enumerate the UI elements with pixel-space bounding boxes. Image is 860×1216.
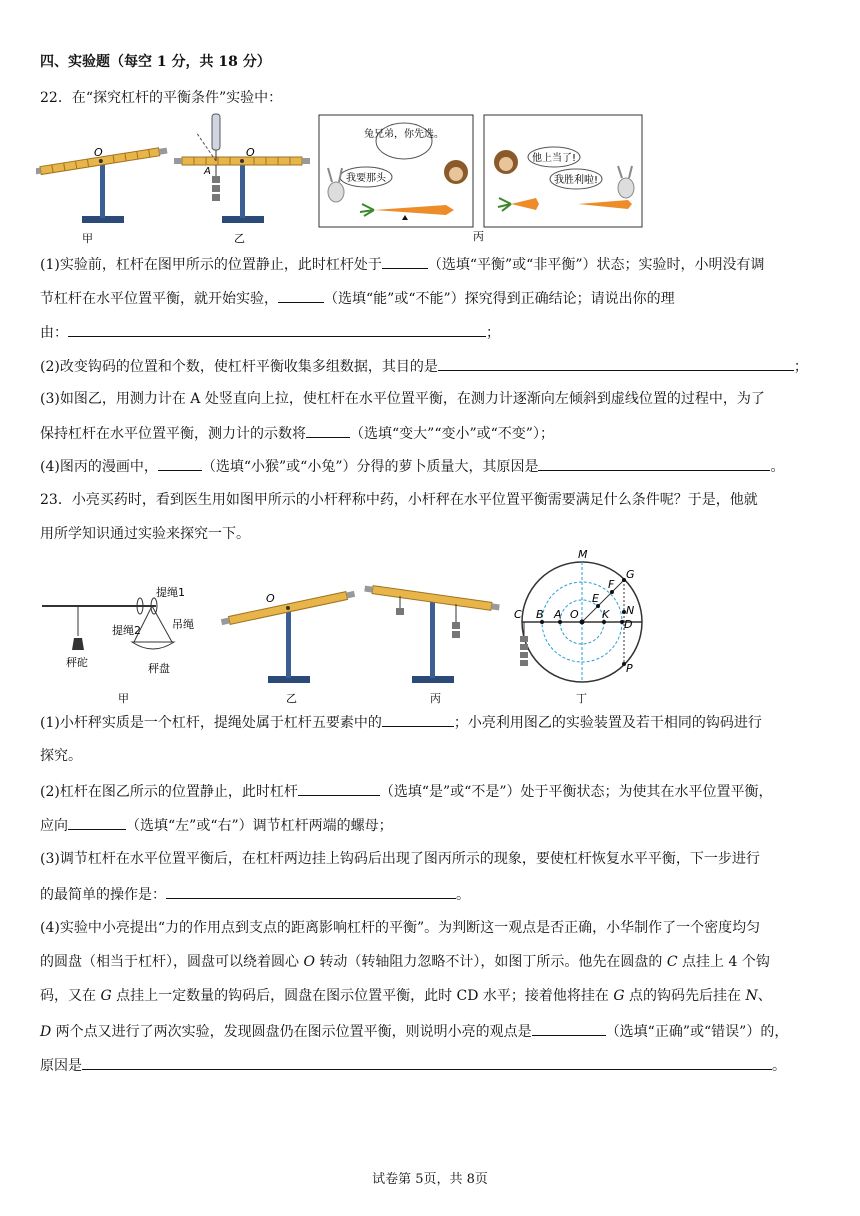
q23-p3-text-c: 。 <box>456 887 470 903</box>
answer-blank[interactable] <box>532 1021 606 1036</box>
q23-p3-text-b: 的最简单的操作是： <box>40 887 166 903</box>
text-seg: 。 <box>772 1058 786 1074</box>
text-seg-italic: D <box>40 1024 52 1040</box>
point-e-label: E <box>592 592 599 605</box>
q22-part1-line2 <box>40 288 675 309</box>
q22-p1-text-a: (1)实验前，杠杆在图甲所示的位置静止，此时杠杆处于 <box>40 257 382 273</box>
label-ding: 丁 <box>576 692 587 705</box>
q23-part3-line2 <box>40 884 470 905</box>
label-chengtuo: 秤砣 <box>66 656 88 669</box>
q23-p2-text-a: (2)杠杆在图乙所示的位置静止，此时杠杆 <box>40 784 298 800</box>
q22-part4 <box>40 456 784 477</box>
text-seg: 的圆盘（相当于杠杆），圆盘可以绕着圆心 <box>40 954 304 970</box>
answer-blank[interactable] <box>298 781 380 796</box>
text-seg: （选填“正确”或“错误”）的， <box>605 1024 789 1040</box>
q22-part1-line3 <box>40 322 500 343</box>
label-tisheng2: 提绳2 <box>112 624 141 637</box>
label-bing: 丙 <box>430 692 441 705</box>
text-seg: 点挂上一定数量的钩码后，圆盘在图示位置平衡，此时 CD 水平；接着他将挂在 <box>111 988 614 1004</box>
point-g-label: G <box>626 568 635 581</box>
text-seg: 点的钩码先后挂在 <box>624 988 746 1004</box>
point-p-label: P <box>626 662 633 675</box>
q22-p1-text-d: （选填“能”或“不能”）探究得到正确结论；请说出你的理 <box>324 291 675 307</box>
q23-part3-line1: (3)调节杠杆在水平位置平衡后，在杠杆两边挂上钩码后出现了图丙所示的现象，要使杠杆恢复水平平衡，下一步进行 <box>40 851 760 867</box>
q22-part3-line1: (3)如图乙，用测力计在 A 处竖直向上拉，使杠杆在水平位置平衡，在测力计逐渐向左倾斜到虚线位置的过程中，为了 <box>40 391 765 407</box>
text-seg: 两个点又进行了两次实验，发现圆盘仍在图示位置平衡，则说明小亮的观点是 <box>51 1024 532 1040</box>
point-c-label: C <box>514 608 522 621</box>
q22-p1-text-f: ； <box>486 325 500 341</box>
q22-figure <box>36 112 648 246</box>
q23-p2-text-c: 应向 <box>40 818 68 834</box>
q22-p3-text-c: （选填“变大”“变小”或“不变”）； <box>350 426 554 442</box>
q23-part4-line3 <box>40 986 772 1006</box>
bubble-text-1: 兔兄弟，你先选。 <box>364 129 444 140</box>
q23-stem-line1: 23．小亮买药时，看到医生用如图甲所示的小杆秤称中药，小杆秤在水平位置平衡需要满足什么条件呢？于是，他就 <box>40 492 758 508</box>
lever-figure-yi <box>221 590 356 705</box>
text-seg-italic: O <box>303 954 315 970</box>
answer-blank[interactable] <box>438 356 794 371</box>
q22-part3-line2 <box>40 423 554 444</box>
label-chengpan: 秤盘 <box>148 662 170 675</box>
text-seg-italic: C <box>666 954 678 970</box>
label-diaosheng: 吊绳 <box>172 618 194 631</box>
q22-p1-text-b: （选填“平衡”或“非平衡”）状态；实验时，小明没有调 <box>427 257 765 273</box>
bubble-text-2: 我要那头 <box>346 173 386 184</box>
answer-blank[interactable] <box>538 456 770 471</box>
answer-blank[interactable] <box>68 322 486 337</box>
q23-figure <box>36 546 648 708</box>
point-o-label: O <box>570 608 579 621</box>
point-a-label: A <box>554 608 562 621</box>
text-seg-italic: G <box>100 988 112 1004</box>
answer-blank[interactable] <box>306 423 350 438</box>
answer-blank[interactable] <box>68 815 126 830</box>
cartoon-panel-1 <box>319 115 473 227</box>
answer-blank[interactable] <box>278 288 324 303</box>
bubble-text-3: 他上当了! <box>531 153 577 164</box>
text-seg: 转动（转轴阻力忽略不计），如图丁所示。他先在圆盘的 <box>314 954 667 970</box>
pivot-o-label-jia: O <box>94 146 103 159</box>
q23-part4-line2 <box>40 952 770 972</box>
q23-part4-line1: (4)实验中小亮提出“力的作用点到支点的距离影响杠杆的平衡”。为判断这一观点是否正确，小华制作了一个密度均匀 <box>40 920 761 936</box>
answer-blank[interactable] <box>158 456 202 471</box>
lever-figure-jia <box>36 146 168 245</box>
text-seg: 码，又在 <box>40 988 101 1004</box>
q22-p2-text-a: (2)改变钩码的位置和个数，使杠杆平衡收集多组数据，其目的是 <box>40 359 438 375</box>
point-b-label: B <box>536 608 544 621</box>
pivot-o-label: O <box>266 592 275 605</box>
label-yi: 乙 <box>234 232 245 245</box>
cartoon-panel-2 <box>484 115 642 227</box>
answer-blank[interactable] <box>382 712 454 727</box>
label-bing: 丙 <box>473 230 484 243</box>
lever-figure-bing <box>364 585 500 705</box>
q22-p1-text-e: 由： <box>40 325 68 341</box>
pivot-o-label-yi: O <box>246 146 255 159</box>
q23-part2-line1 <box>40 781 772 802</box>
q22-p4-text-b: （选填“小猴”或“小兔”）分得的萝卜质量大，其原因是 <box>201 459 539 475</box>
label-jia: 甲 <box>118 692 129 705</box>
label-jia: 甲 <box>82 232 93 245</box>
disk-figure-ding <box>514 548 642 705</box>
q23-p1-text-a: (1)小杆秤实质是一个杠杆，提绳处属于杠杆五要素中的 <box>40 715 382 731</box>
q22-p4-text-a: (4)图丙的漫画中， <box>40 459 158 475</box>
lever-figure-yi <box>174 114 310 245</box>
bubble-text-4: 我胜利啦! <box>553 175 599 186</box>
text-seg: 原因是 <box>40 1058 82 1074</box>
label-tisheng1: 提绳1 <box>156 586 185 599</box>
point-d-label: D <box>624 618 633 631</box>
q22-part2 <box>40 356 808 377</box>
q23-p1-text-b: ；小亮利用图乙的实验装置及若干相同的钩码进行 <box>453 715 762 731</box>
q22-stem: 22．在“探究杠杆的平衡条件”实验中： <box>40 90 283 106</box>
q23-part2-line2 <box>40 815 393 836</box>
steelyard-figure-jia <box>42 585 194 705</box>
point-k-label: K <box>602 608 610 621</box>
answer-blank[interactable] <box>82 1055 772 1070</box>
q23-part4-line5 <box>40 1055 786 1076</box>
q23-part4-line4 <box>40 1021 788 1042</box>
answer-blank[interactable] <box>166 884 456 899</box>
q22-p1-text-c: 节杠杆在水平位置平衡，就开始实验， <box>40 291 278 307</box>
page-footer: 试卷第 5页，共 8页 <box>372 1172 488 1187</box>
text-seg: 点挂上 4 个钩 <box>677 954 770 970</box>
label-yi: 乙 <box>286 692 297 705</box>
point-f-label: F <box>608 578 615 591</box>
q22-p4-text-c: 。 <box>770 459 785 475</box>
text-seg-italic: G <box>613 988 625 1004</box>
point-a-label-yi: A <box>204 166 211 177</box>
text-seg: 、 <box>757 988 772 1004</box>
section-title: 四、实验题（每空 1 分，共 18 分） <box>40 54 271 70</box>
q22-p2-text-b: ； <box>793 359 808 375</box>
text-seg-italic: N <box>745 988 758 1004</box>
q23-p2-text-b: （选填“是”或“不是”）处于平衡状态；为使其在水平位置平衡， <box>379 784 773 800</box>
point-n-label: N <box>626 604 635 617</box>
q23-part1-line1 <box>40 712 762 733</box>
q23-stem-line2: 用所学知识通过实验来探究一下。 <box>40 526 250 542</box>
q23-part1-line2: 探究。 <box>40 748 82 764</box>
q22-part1-line1 <box>40 254 764 275</box>
q23-p2-text-d: （选填“左”或“右”）调节杠杆两端的螺母； <box>126 818 393 834</box>
q22-p3-text-b: 保持杠杆在水平位置平衡，测力计的示数将 <box>40 426 306 442</box>
answer-blank[interactable] <box>382 254 428 269</box>
point-m-label: M <box>578 548 588 561</box>
